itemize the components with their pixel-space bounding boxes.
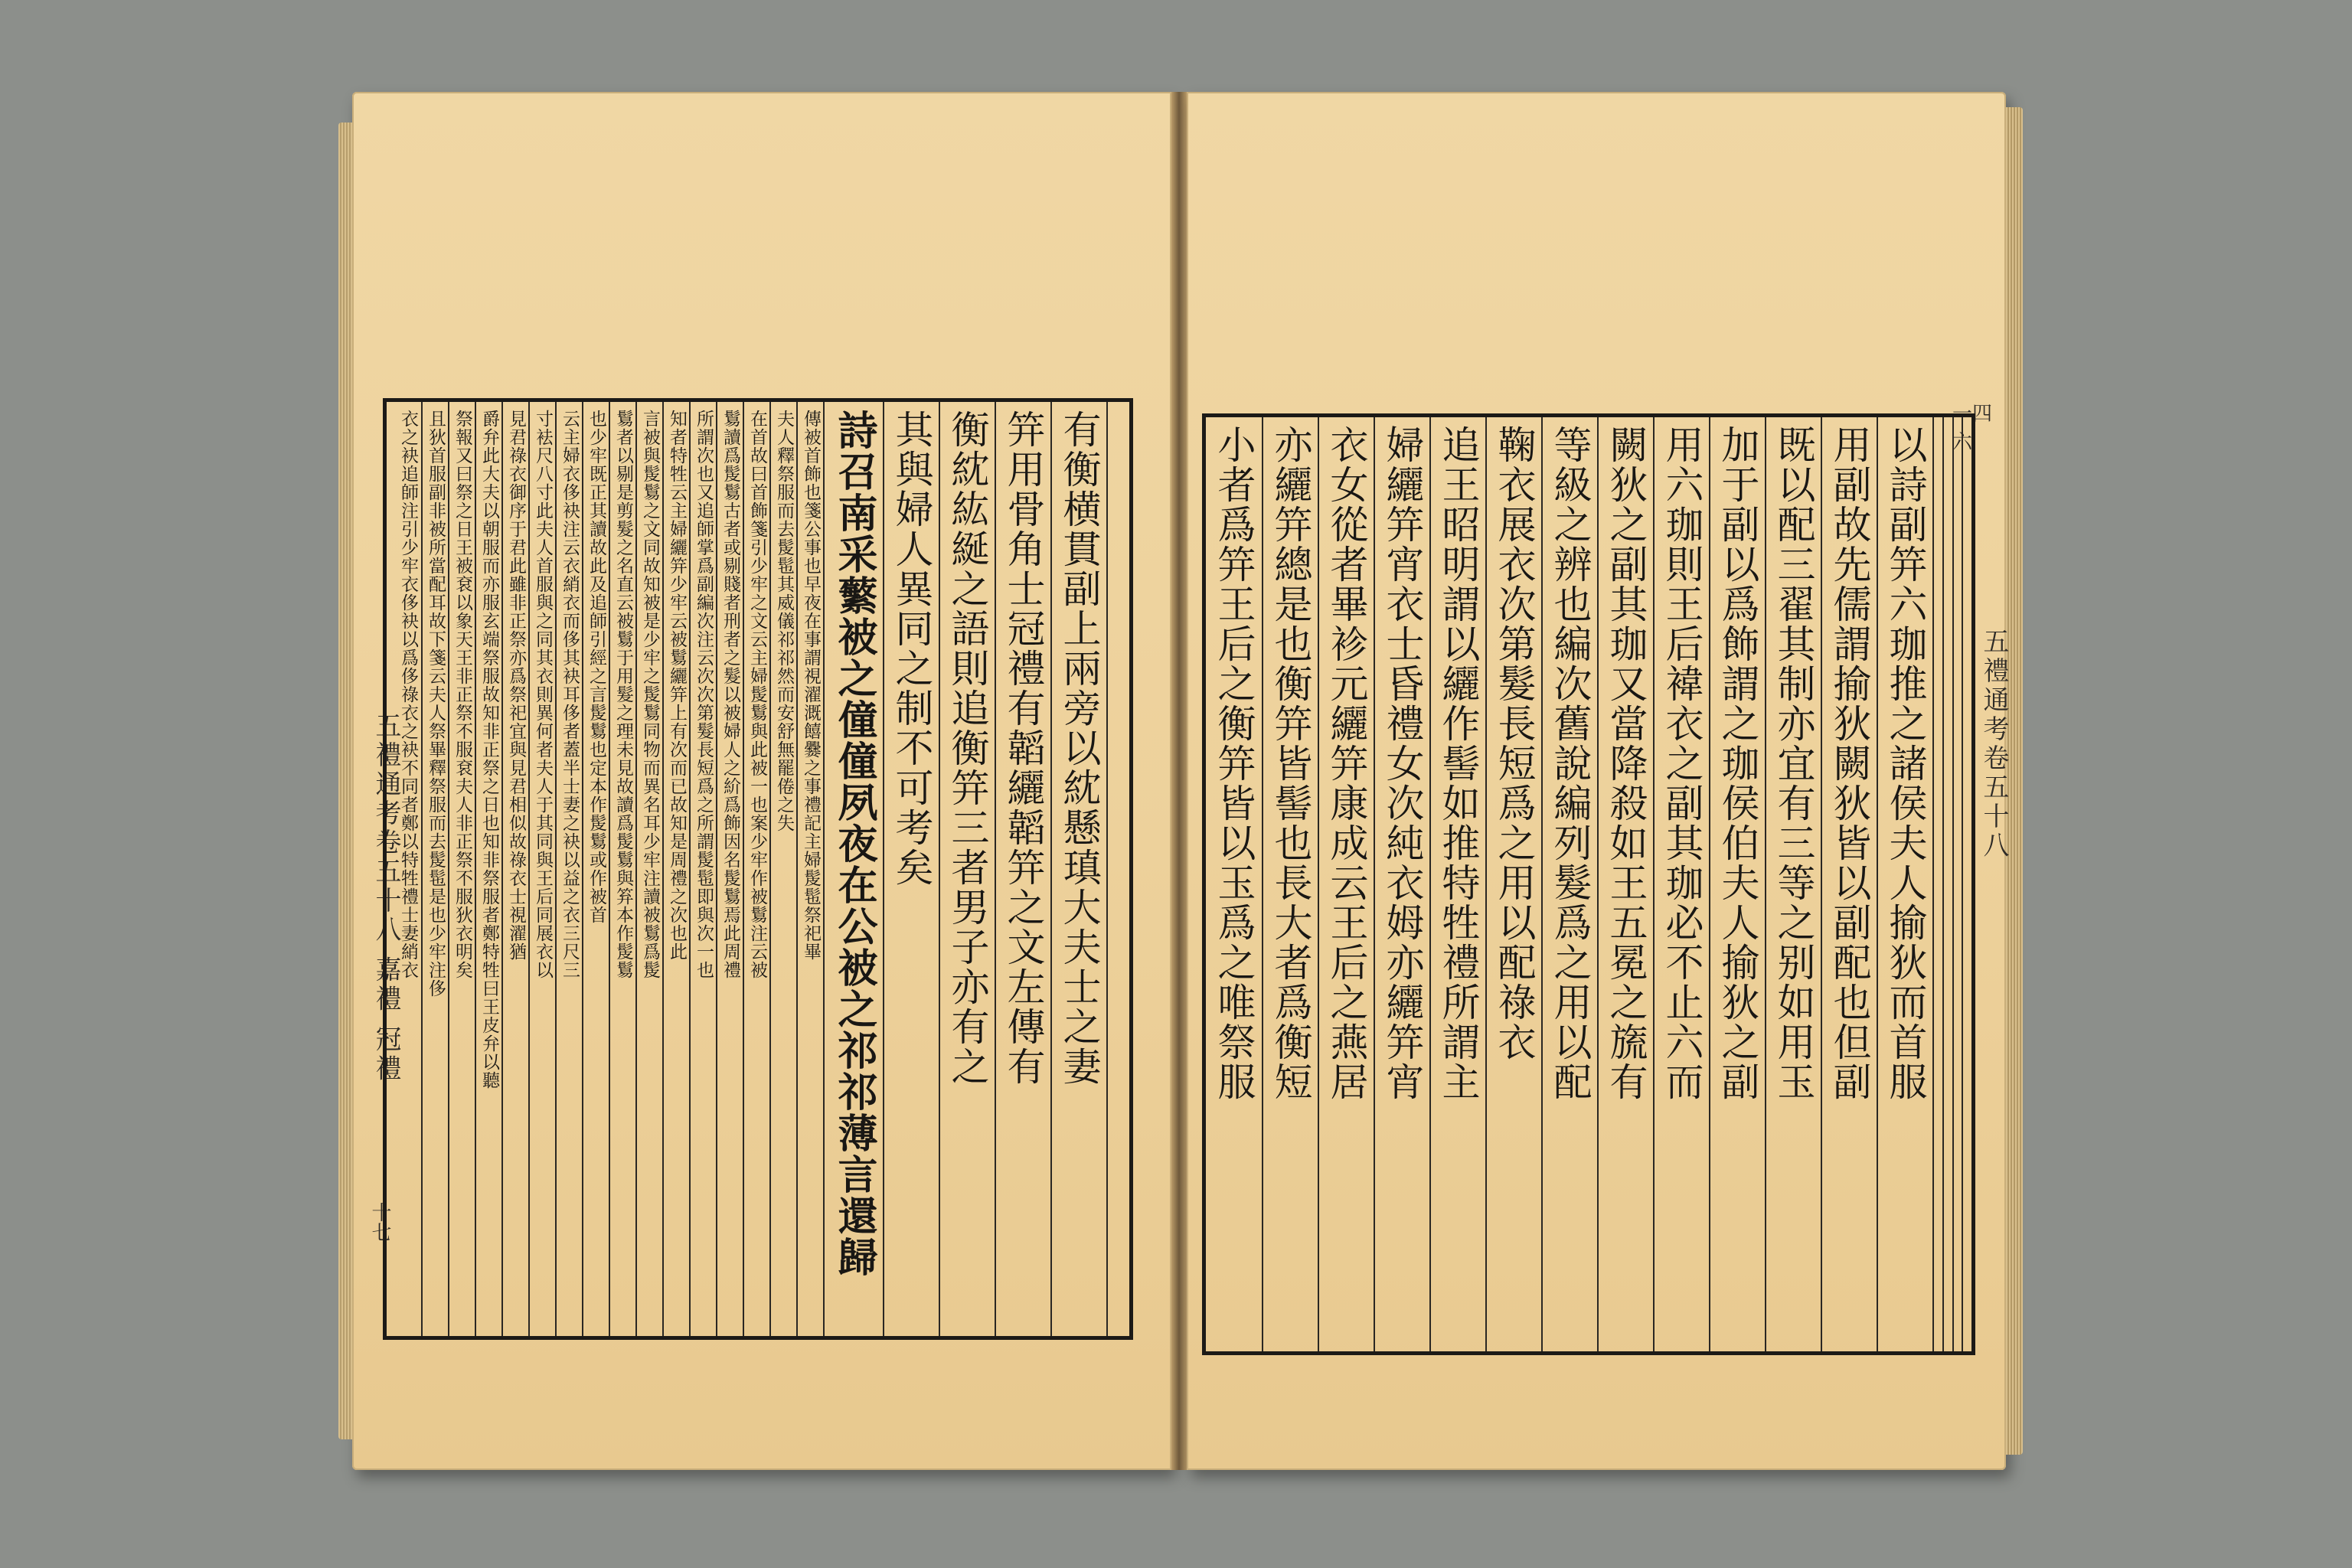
text-column: 追王昭明謂以纚作髻如推特牲禮所謂主	[1429, 417, 1485, 1351]
commentary-column: 言被與髲鬄之文同故知被是少牢之髲鬄同物而異名耳少牢注讀被鬄爲髲	[635, 402, 662, 1336]
blank-column	[1952, 417, 1962, 1351]
text-column: 小者爲笄王后之衡笄皆以玉爲之唯祭服	[1211, 425, 1256, 1102]
commentary-column: 云主婦衣侈袂注云衣綃衣而侈其袂耳侈者蓋半士妻之袂以益之衣三尺三	[555, 402, 582, 1336]
text-column: 加于副以爲飾謂之珈侯伯夫人揄狄之副	[1709, 417, 1765, 1351]
text-column: 等級之辨也編次舊說編列髮爲之用以配	[1541, 417, 1597, 1351]
commentary-column: 且狄首服副非被所當配耳故下箋云夫人祭畢釋祭服而去髲髢是也少牢注侈	[421, 402, 448, 1336]
left-page	[352, 92, 1171, 1470]
text-column: 鞠衣展衣次第髮長短爲之用以配祿衣	[1485, 417, 1541, 1351]
text-column: 衡紞紘綖之語則追衡笄三者男子亦有之	[939, 402, 995, 1336]
text-column: 婦纚笄宵衣士昏禮女次純衣姆亦纚笄宵	[1374, 417, 1429, 1351]
commentary-column: 夫人釋祭服而去髲髢其威儀祁祁然而安舒無罷倦之失	[769, 402, 796, 1336]
commentary-column: 鬄讀爲髲鬄古者或剔賤者刑者之髮以被婦人之紒爲飾因名髲鬄焉此周禮	[716, 402, 743, 1336]
left-page-number: 十七	[368, 1202, 391, 1242]
commentary-column: 傳被首飾也箋公事也早夜在事謂視濯溉饎爨之事禮記主婦髲髢祭祀畢	[796, 402, 823, 1336]
commentary-column: 知者特牲云主婦纚笄少牢云被鬄纚笄上有次而已故知是周禮之次也此	[662, 402, 689, 1336]
commentary-column: 所謂次也又追師掌爲副編次注云次次第髮長短爲之所謂髲髢即與次一也	[689, 402, 716, 1336]
book-gutter	[1171, 92, 1187, 1470]
text-column: 以詩副笄六珈推之諸侯夫人揄狄而首服	[1877, 417, 1932, 1351]
right-page-number: 一四六	[1952, 403, 1993, 454]
left-text-frame	[383, 398, 1133, 1340]
text-column: 用六珈則王后褘衣之副其珈必不止六而	[1653, 417, 1709, 1351]
text-column: 用副故先儒謂揄狄闕狄皆以副配也但副	[1821, 417, 1877, 1351]
right-text-frame	[1202, 413, 1975, 1355]
left-margin-label: 五禮通考卷五十八 嘉禮 冠禮	[371, 712, 401, 1084]
commentary-column: 見君祿衣御序于君此雖非正祭亦爲祭祀宜與見君相似故祿衣士視濯猶	[501, 402, 528, 1336]
text-column: 有衡横貫副上兩旁以紞懸瑱大夫士之妻	[1050, 402, 1106, 1336]
commentary-column: 也少牢既正其讀故此及追師引經之言髲鬄也定本作髲鬄或作被首	[582, 402, 609, 1336]
blank-column	[1962, 417, 1971, 1351]
right-margin-label: 五禮通考卷五十八	[1978, 628, 2009, 861]
blank-column	[1932, 417, 1942, 1351]
right-page	[1187, 92, 2009, 1470]
commentary-column: 在首故曰首飾箋引少牢之文云主婦髲鬄與此被一也案少牢作被鬄注云被	[743, 402, 769, 1336]
commentary-column: 鬄者以剔是剪髮之名直云被鬄于用髮之理未見故讀爲髲鬄與笲本作髲鬄	[609, 402, 635, 1336]
blank-column	[1942, 417, 1952, 1351]
text-column: 亦纚笄總是也衡笄皆髻也長大者爲衡短	[1262, 417, 1318, 1351]
right-columns	[1206, 417, 1971, 1351]
commentary-column: 爵弁此大夫以朝服而亦服玄端祭服故知非正祭之日也知非祭服者鄭特牲曰王皮弁以聽	[475, 402, 501, 1336]
commentary-column: 衣之袂追師注引少牢衣侈袂以爲侈祿衣之袂不同者鄭以特牲禮士妻綃衣	[398, 410, 418, 979]
commentary-column: 祭報又曰祭之日王被袞以象天王非正祭不服袞夫人非正祭不服狄衣明矣	[448, 402, 475, 1336]
left-columns	[387, 402, 1129, 1336]
text-column: 笄用骨角士冠禮有韜纚韜笄之文左傳有	[995, 402, 1050, 1336]
text-column: 其與婦人異同之制不可考矣	[883, 402, 939, 1336]
open-book	[352, 92, 2009, 1470]
left-page-edges	[338, 122, 352, 1439]
text-column: 衣女從者畢袗元纚笄康成云王后之燕居	[1318, 417, 1374, 1351]
text-column: 闕狄之副其珈又當降殺如王五冕之旒有	[1597, 417, 1653, 1351]
blank-column	[1106, 402, 1129, 1336]
text-column: 既以配三翟其制亦宜有三等之别如用玉	[1765, 417, 1821, 1351]
heading-column: 詩召南采蘩被之僮僮夙夜在公被之祁祁薄言還歸	[823, 402, 883, 1336]
commentary-column: 寸袪尺八寸此夫人首服與之同其衣則異何者夫人于其同與王后同展衣以	[528, 402, 555, 1336]
